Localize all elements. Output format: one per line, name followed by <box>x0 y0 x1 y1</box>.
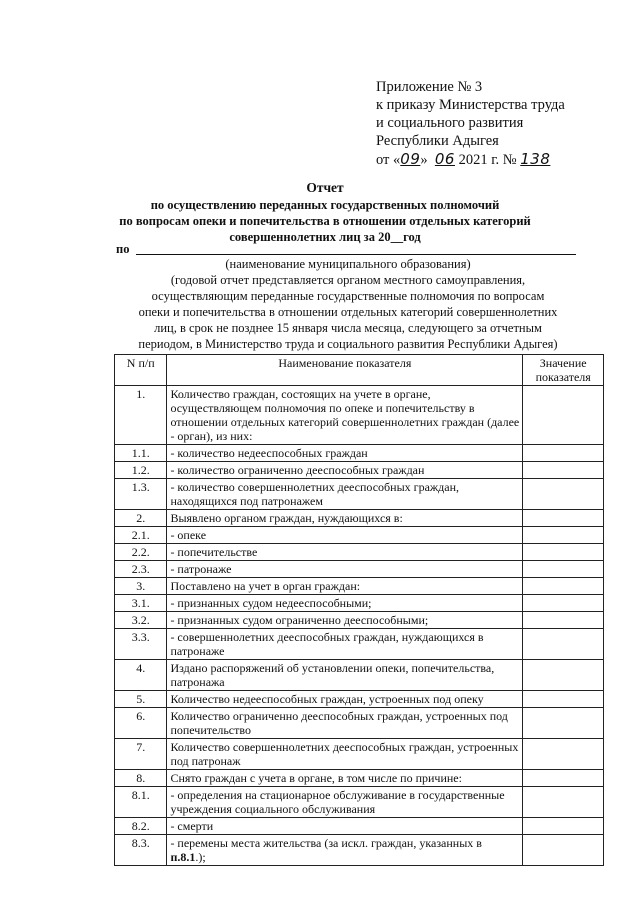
table-row <box>115 787 604 818</box>
indicator-name <box>167 445 523 462</box>
indicator-text: Количество ограниченно дееспособных граждан, устроенных под попечительство <box>170 709 508 737</box>
indicator-name <box>167 561 523 578</box>
indicator-text: - смерти <box>170 819 214 833</box>
indicator-name <box>167 510 523 527</box>
indicator-value-cell[interactable] <box>523 386 604 445</box>
table-row <box>115 544 604 561</box>
description-line: (годовой отчет представляется органом местного самоуправления, <box>170 273 526 287</box>
indicator-text: Снято граждан с учета в органе, в том числе по причине: <box>170 771 462 785</box>
indicator-text-tail: .); <box>195 850 206 864</box>
indicator-text: - количество совершеннолетних дееспособных граждан, находящихся под патронажем <box>170 480 460 508</box>
indicator-value-cell[interactable] <box>523 510 604 527</box>
indicators-table <box>114 354 604 866</box>
description-line: опеки и попечительства в отношении отдельных категорий совершеннолетних <box>138 305 558 319</box>
indicator-name <box>167 527 523 544</box>
date-day: 09 <box>400 150 421 168</box>
row-number: 1. <box>115 386 167 445</box>
indicator-text: Поставлено на учет в орган граждан: <box>170 579 361 593</box>
indicator-text: - количество недееспособных граждан <box>170 446 368 460</box>
date-mid: » <box>420 152 428 168</box>
row-number: 3.2. <box>115 612 167 629</box>
description-line: (наименование муниципального образования) <box>225 257 471 271</box>
table-header-row <box>115 355 604 386</box>
table-row <box>115 612 604 629</box>
indicator-name <box>167 818 523 835</box>
indicator-text: - признанных судом ограниченно дееспособными; <box>170 613 429 627</box>
indicator-name <box>167 479 523 510</box>
row-number: 1.3. <box>115 479 167 510</box>
indicator-value-cell[interactable] <box>523 595 604 612</box>
municipality-line <box>116 242 576 257</box>
indicator-name <box>167 739 523 770</box>
date-month: 06 <box>434 150 455 168</box>
indicator-text: - совершеннолетних дееспособных граждан, нуждающихся в патронаже <box>170 630 484 658</box>
table-row <box>115 578 604 595</box>
row-number: 1.1. <box>115 445 167 462</box>
indicator-value-cell[interactable] <box>523 612 604 629</box>
indicator-name <box>167 787 523 818</box>
title-line: по вопросам опеки и попечительства в отношении отдельных категорий <box>119 214 531 228</box>
indicator-value-cell[interactable] <box>523 835 604 866</box>
indicator-text: Количество совершеннолетних дееспособных граждан, устроенных под патронаж <box>170 740 519 768</box>
description-line: лиц, в срок не позднее 15 января числа месяца, следующего за отчетным <box>154 321 542 335</box>
indicator-text: - опеке <box>170 528 207 542</box>
indicator-name <box>167 462 523 479</box>
indicator-name <box>167 595 523 612</box>
date-prefix: от « <box>376 152 401 168</box>
appendix-line: и социального развития <box>376 115 524 131</box>
indicator-name <box>167 386 523 445</box>
table-row <box>115 479 604 510</box>
indicator-value-cell[interactable] <box>523 479 604 510</box>
order-number: 138 <box>520 150 551 168</box>
indicator-value-cell[interactable] <box>523 544 604 561</box>
appendix-line: Республики Адыгея <box>376 133 499 149</box>
indicator-value-cell[interactable] <box>523 462 604 479</box>
table-row <box>115 462 604 479</box>
header-name: Наименование показателя <box>167 355 523 386</box>
indicator-value-cell[interactable] <box>523 691 604 708</box>
indicator-name <box>167 544 523 561</box>
indicator-value-cell[interactable] <box>523 561 604 578</box>
indicator-value-cell[interactable] <box>523 708 604 739</box>
indicator-value-cell[interactable] <box>523 660 604 691</box>
indicator-value-cell[interactable] <box>523 527 604 544</box>
indicator-text: - перемены места жительства (за искл. граждан, указанных в <box>170 836 482 850</box>
indicator-name <box>167 691 523 708</box>
appendix-block <box>376 78 565 169</box>
description-line: периодом, в Министерство труда и социального развития Республики Адыгея) <box>138 337 558 351</box>
row-number: 7. <box>115 739 167 770</box>
table-row <box>115 818 604 835</box>
table-row <box>115 510 604 527</box>
table-row <box>115 739 604 770</box>
indicator-name <box>167 629 523 660</box>
indicator-text: Количество недееспособных граждан, устроенных под опеку <box>170 692 484 706</box>
indicator-text: - признанных судом недееспособными; <box>170 596 372 610</box>
indicator-text: - патронаже <box>170 562 232 576</box>
row-number: 2. <box>115 510 167 527</box>
appendix-line: Приложение № 3 <box>376 79 483 95</box>
indicator-value-cell[interactable] <box>523 629 604 660</box>
title-line: по осуществлению переданных государственных полномочий <box>150 198 500 212</box>
indicator-value-cell[interactable] <box>523 739 604 770</box>
indicator-name <box>167 578 523 595</box>
table-row <box>115 835 604 866</box>
indicator-text: - попечительстве <box>170 545 258 559</box>
title-line: совершеннолетних лиц за 20__год <box>229 230 421 244</box>
table-row <box>115 691 604 708</box>
date-year: 2021 г. № <box>454 152 521 168</box>
po-label: по <box>116 242 130 256</box>
title-line: Отчет <box>306 180 344 195</box>
indicator-text: Издано распоряжений об установлении опеки, попечительства, патронажа <box>170 661 495 689</box>
row-number: 2.1. <box>115 527 167 544</box>
indicator-text: - количество ограниченно дееспособных граждан <box>170 463 425 477</box>
report-title <box>80 180 570 245</box>
table-row <box>115 561 604 578</box>
indicator-name <box>167 708 523 739</box>
table-row <box>115 445 604 462</box>
header-value: Значение показателя <box>523 355 604 386</box>
row-number: 1.2. <box>115 462 167 479</box>
indicator-name <box>167 612 523 629</box>
table-row <box>115 708 604 739</box>
indicator-value-cell[interactable] <box>523 770 604 787</box>
row-number: 8. <box>115 770 167 787</box>
row-number: 8.1. <box>115 787 167 818</box>
indicator-text: - определения на стационарное обслуживание в государственные учреждения социального обслуживания <box>170 788 505 816</box>
indicator-reference: п.8.1 <box>170 850 196 864</box>
indicator-value-cell[interactable] <box>523 445 604 462</box>
report-description <box>118 256 578 352</box>
indicator-name <box>167 660 523 691</box>
row-number: 4. <box>115 660 167 691</box>
table-row <box>115 527 604 544</box>
indicator-name <box>167 770 523 787</box>
row-number: 5. <box>115 691 167 708</box>
indicator-text: Количество граждан, состоящих на учете в органе, осуществляющем полномочия по опеке и попечительству в отношении отдельных категорий совершеннолетних граждан (далее - орган), из них: <box>170 387 520 443</box>
row-number: 3.3. <box>115 629 167 660</box>
row-number: 3.1. <box>115 595 167 612</box>
indicator-value-cell[interactable] <box>523 818 604 835</box>
row-number: 2.3. <box>115 561 167 578</box>
row-number: 2.2. <box>115 544 167 561</box>
indicator-value-cell[interactable] <box>523 787 604 818</box>
table-row <box>115 386 604 445</box>
indicator-name <box>167 835 523 866</box>
table-row <box>115 595 604 612</box>
row-number: 8.2. <box>115 818 167 835</box>
appendix-line: к приказу Министерства труда <box>376 97 565 113</box>
description-line: осуществляющим переданные государственные полномочия по вопросам <box>151 289 545 303</box>
municipality-blank-rule <box>136 254 576 255</box>
row-number: 8.3. <box>115 835 167 866</box>
table-row <box>115 770 604 787</box>
indicator-text: Выявлено органом граждан, нуждающихся в: <box>170 511 403 525</box>
row-number: 3. <box>115 578 167 595</box>
indicator-value-cell[interactable] <box>523 578 604 595</box>
order-date-line <box>376 150 565 169</box>
table-row <box>115 629 604 660</box>
row-number: 6. <box>115 708 167 739</box>
table-row <box>115 660 604 691</box>
header-num: N п/п <box>115 355 167 386</box>
